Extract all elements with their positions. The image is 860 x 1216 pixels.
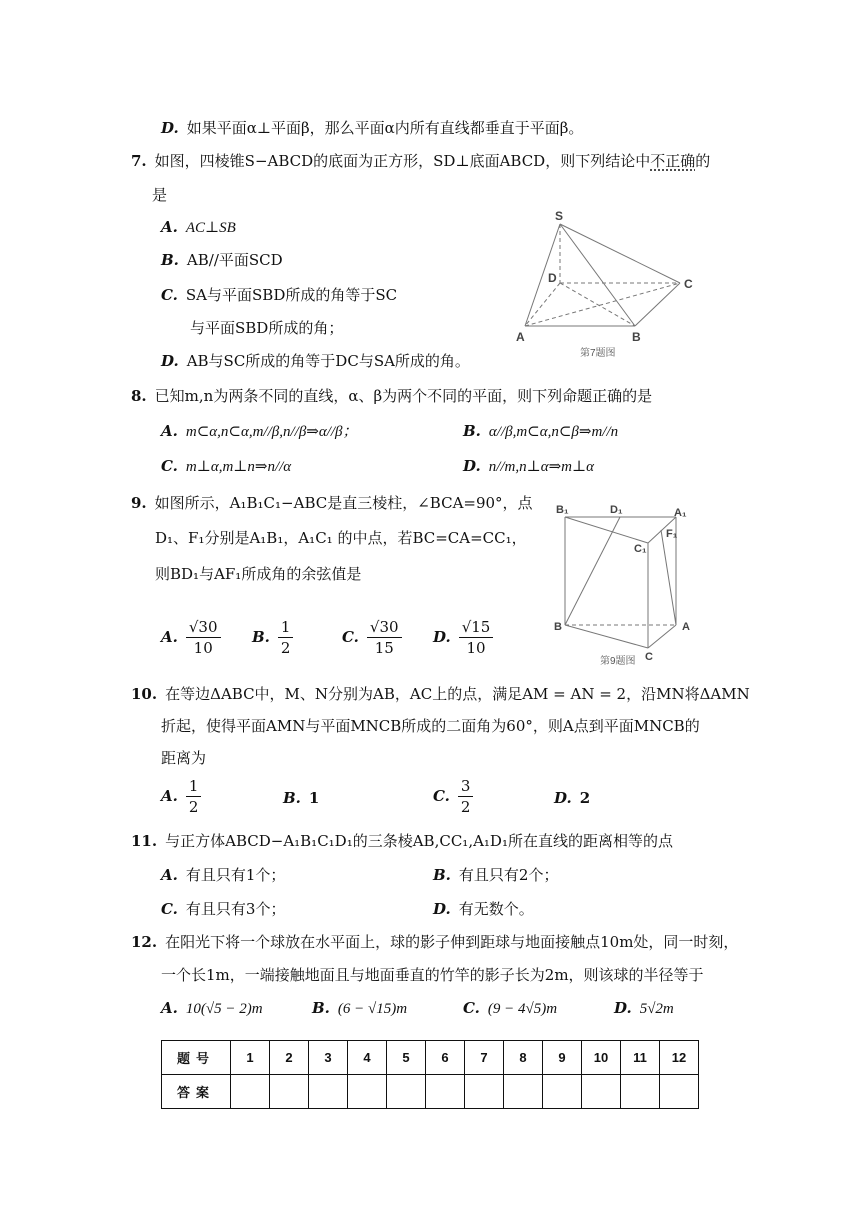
option-letter: A.	[161, 786, 178, 805]
figure-caption: 第9题图	[600, 656, 636, 667]
q8-option-c	[161, 456, 291, 477]
header-cell: 答案	[162, 1075, 231, 1109]
fraction	[186, 617, 221, 658]
number-cell: 8	[504, 1041, 543, 1075]
option-text: 有且只有1个；	[185, 866, 286, 884]
option-letter: D.	[554, 789, 572, 807]
answer-cell[interactable]	[309, 1075, 348, 1109]
option-text: 如果平面α⊥平面β，那么平面α内所有直线都垂直于平面β。	[186, 119, 584, 137]
answer-table	[161, 1040, 699, 1109]
denominator: 2	[460, 798, 471, 816]
option-letter: D.	[433, 900, 451, 918]
answer-cell[interactable]	[582, 1075, 621, 1109]
q10-option-b	[283, 788, 319, 808]
option-letter: B.	[433, 866, 451, 884]
option-letter: C.	[342, 627, 359, 646]
option-letter: C.	[161, 286, 178, 304]
option-text: SA与平面SBD所成的角等于SC	[185, 286, 398, 304]
answer-cell[interactable]	[504, 1075, 543, 1109]
option-letter: C.	[161, 900, 178, 918]
q8-option-d	[463, 456, 594, 477]
vertex-label-c1: C₁	[634, 543, 647, 555]
question-number: 10.	[131, 685, 158, 703]
question-text: 在阳光下将一个球放在水平面上，球的影子伸到距球与地面接触点10m处，同一时刻，	[165, 933, 739, 951]
question-text: 如图所示，A₁B₁C₁−ABC是直三棱柱，∠BCA=90°，点	[154, 494, 533, 512]
option-letter: B.	[252, 627, 270, 646]
answer-cell[interactable]	[465, 1075, 504, 1109]
number-cell: 12	[660, 1041, 699, 1075]
question-number: 7.	[131, 152, 147, 170]
q12-option-d	[614, 998, 674, 1019]
table-row-numbers	[162, 1041, 699, 1075]
q10-stem-line2: 折起，使得平面AMN与平面MNCB所成的二面角为60°，则A点到平面MNCB的	[161, 717, 700, 735]
number-cell: 4	[348, 1041, 387, 1075]
q11-option-a	[161, 865, 285, 885]
option-letter: B.	[283, 789, 301, 807]
fraction	[458, 776, 474, 817]
question-number: 11.	[131, 832, 158, 850]
question-number: 9.	[131, 494, 147, 512]
option-text: (9 − 4√5)m	[487, 1001, 558, 1017]
q8-option-b	[463, 421, 618, 442]
option-letter: B.	[463, 422, 481, 440]
option-text: 1	[308, 789, 320, 807]
denominator: 10	[466, 639, 486, 657]
q9-stem-line1	[131, 493, 533, 513]
numerator: 3	[458, 776, 474, 797]
q7-option-b	[161, 250, 283, 270]
vertex-label-c: C	[684, 277, 693, 291]
option-text: 2	[579, 789, 591, 807]
q9-option-d	[433, 617, 493, 658]
denominator: 10	[193, 639, 213, 657]
question-number: 12.	[131, 933, 158, 951]
vertex-label-b1: B₁	[556, 504, 569, 516]
vertex-label-a: A	[682, 621, 690, 633]
option-letter: A.	[161, 627, 178, 646]
fraction	[278, 617, 294, 658]
question-text: 的	[695, 152, 711, 170]
number-cell: 2	[270, 1041, 309, 1075]
vertex-label-d1: D₁	[610, 504, 623, 516]
option-letter: C.	[463, 999, 480, 1017]
q10-option-a	[161, 776, 201, 817]
vertex-label-b: B	[554, 621, 562, 633]
option-letter: D.	[614, 999, 632, 1017]
option-text: n//m,n⊥α⇒m⊥α	[488, 459, 594, 475]
question-text: 已知m,n为两条不同的直线，α、β为两个不同的平面，则下列命题正确的是	[154, 387, 653, 405]
denominator: 15	[374, 639, 394, 657]
option-letter: B.	[161, 251, 179, 269]
figure-7-pyramid	[510, 208, 710, 367]
option-text: α//β,m⊂α,n⊂β⇒m//n	[488, 424, 619, 440]
q7-stem-line1	[131, 151, 710, 171]
q9-option-c	[342, 617, 402, 658]
fraction	[186, 776, 202, 817]
question-text: 与正方体ABCD−A₁B₁C₁D₁的三条棱AB,CC₁,A₁D₁所在直线的距离相等的点	[165, 832, 673, 850]
numerator: √30	[367, 617, 402, 638]
numerator: 1	[186, 776, 202, 797]
option-letter: A.	[161, 422, 178, 440]
q12-option-b	[312, 998, 407, 1019]
q10-stem-line3: 距离为	[161, 749, 207, 767]
table-row-answers	[162, 1075, 699, 1109]
q11-stem	[131, 831, 673, 851]
vertex-label-a: A	[516, 330, 525, 344]
answer-cell[interactable]	[387, 1075, 426, 1109]
number-cell: 1	[231, 1041, 270, 1075]
q9-option-a	[161, 617, 221, 658]
option-letter: A.	[161, 218, 178, 236]
option-letter: B.	[312, 999, 330, 1017]
q11-option-d	[433, 899, 534, 919]
option-letter: D.	[161, 119, 179, 137]
number-cell: 5	[387, 1041, 426, 1075]
option-text: AB与SC所成的角等于DC与SA所成的角。	[186, 352, 470, 370]
number-cell: 7	[465, 1041, 504, 1075]
figure-9-prism	[548, 500, 708, 674]
header-cell: 题号	[162, 1041, 231, 1075]
q12-option-a	[161, 998, 263, 1019]
option-text: 10(√5 − 2)m	[185, 1001, 263, 1017]
emphasis-text: 不正确	[650, 152, 696, 170]
vertex-label-b: B	[632, 330, 641, 344]
option-text: 有且只有2个；	[458, 866, 559, 884]
denominator: 2	[280, 639, 291, 657]
q9-stem-line2: D₁、F₁分别是A₁B₁，A₁C₁ 的中点，若BC=CA=CC₁，	[155, 529, 527, 547]
option-text: m⊂α,n⊂α,m//β,n//β⇒α//β；	[185, 424, 358, 440]
answer-cell[interactable]	[660, 1075, 699, 1109]
q11-option-b	[433, 865, 558, 885]
number-cell: 10	[582, 1041, 621, 1075]
option-text: AC⊥SB	[185, 220, 236, 236]
q10-option-d	[554, 788, 590, 808]
numerator: 1	[278, 617, 294, 638]
option-letter: A.	[161, 866, 178, 884]
fraction	[367, 617, 402, 658]
q12-stem-line2: 一个长1m，一端接触地面且与地面垂直的竹竿的影子长为2m，则该球的半径等于	[161, 966, 704, 984]
fraction	[459, 617, 494, 658]
question-number: 8.	[131, 387, 147, 405]
vertex-label-s: S	[555, 209, 564, 223]
q10-option-c	[433, 776, 473, 817]
vertex-label-d: D	[548, 271, 557, 285]
q7-option-a	[161, 217, 236, 238]
q8-option-a	[161, 421, 358, 442]
answer-cell[interactable]	[231, 1075, 270, 1109]
option-text: m⊥α,m⊥n⇒n//α	[185, 459, 292, 475]
option-letter: C.	[433, 786, 450, 805]
option-text: 有且只有3个；	[185, 900, 286, 918]
question-text: 在等边ΔABC中，M、N分别为AB，AC上的点，满足AM = AN = 2，沿MN将ΔAMN	[165, 685, 750, 703]
q12-stem-line1	[131, 932, 738, 952]
option-letter: D.	[161, 352, 179, 370]
option-letter: C.	[161, 457, 178, 475]
option-letter: D.	[463, 457, 481, 475]
vertex-label-c: C	[645, 651, 653, 663]
q11-option-c	[161, 899, 285, 919]
number-cell: 3	[309, 1041, 348, 1075]
option-text: (6 − √15)m	[337, 1001, 408, 1017]
denominator: 2	[188, 798, 199, 816]
vertex-label-f1: F₁	[666, 528, 678, 540]
q6-option-d	[161, 118, 583, 138]
number-cell: 11	[621, 1041, 660, 1075]
option-text: 5√2m	[639, 1001, 674, 1017]
figure-caption: 第7题图	[580, 348, 616, 359]
q10-stem-line1	[131, 684, 750, 704]
q12-option-c	[463, 998, 557, 1019]
option-text: 有无数个。	[458, 900, 534, 918]
q9-stem-line3: 则BD₁与AF₁所成角的余弦值是	[155, 565, 362, 583]
q7-stem-line2: 是	[152, 186, 168, 204]
question-text: 如图，四棱锥S−ABCD的底面为正方形，SD⊥底面ABCD，则下列结论中	[154, 152, 651, 170]
answer-cell[interactable]	[621, 1075, 660, 1109]
number-cell: 9	[543, 1041, 582, 1075]
answer-cell[interactable]	[426, 1075, 465, 1109]
q7-option-d	[161, 351, 470, 371]
q7-option-c	[161, 285, 397, 305]
numerator: √15	[459, 617, 494, 638]
q8-stem	[131, 386, 652, 406]
vertex-label-a1: A₁	[674, 507, 687, 519]
answer-cell[interactable]	[543, 1075, 582, 1109]
option-text: AB//平面SCD	[186, 251, 283, 269]
number-cell: 6	[426, 1041, 465, 1075]
answer-cell[interactable]	[348, 1075, 387, 1109]
answer-cell[interactable]	[270, 1075, 309, 1109]
q7-option-c-cont: 与平面SBD所成的角；	[190, 319, 344, 337]
option-letter: A.	[161, 999, 178, 1017]
q9-option-b	[252, 617, 293, 658]
option-letter: D.	[433, 627, 451, 646]
numerator: √30	[186, 617, 221, 638]
